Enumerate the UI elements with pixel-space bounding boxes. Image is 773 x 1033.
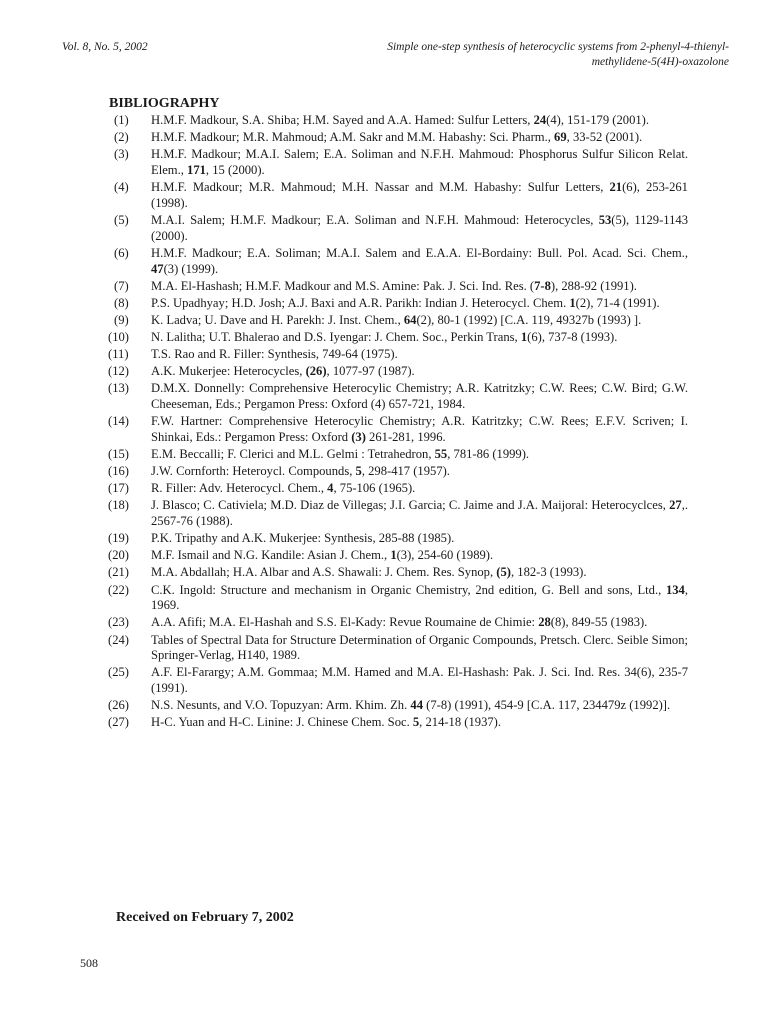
reference-text-tail: ,. 2567-76 (1988). bbox=[151, 498, 688, 529]
reference-item bbox=[108, 330, 688, 346]
reference-number: (24) bbox=[108, 632, 129, 647]
reference-volume: 171 bbox=[187, 162, 206, 177]
running-title-line-2: methylidene-5(4H)-oxazolone bbox=[591, 56, 729, 68]
reference-number: (27) bbox=[108, 715, 129, 730]
reference-number: (22) bbox=[108, 582, 129, 597]
reference-text-tail: (5), 1129-1143 (2000). bbox=[151, 212, 688, 243]
reference-number: (2) bbox=[114, 130, 129, 145]
reference-text: E.M. Beccalli; F. Clerici and M.L. Gelmi : Tetrahedron, bbox=[151, 447, 435, 462]
reference-number: (12) bbox=[108, 364, 129, 379]
reference-volume: 1 bbox=[569, 295, 576, 310]
reference-text: K. Ladva; U. Dave and H. Parekh: J. Inst. Chem., bbox=[151, 312, 404, 327]
reference-text-tail: , 214-18 (1937). bbox=[419, 715, 502, 730]
reference-text-tail: (8), 849-55 (1983). bbox=[550, 615, 648, 630]
reference-volume: 44 bbox=[410, 698, 423, 713]
reference-number: (3) bbox=[114, 147, 129, 162]
reference-text: F.W. Hartner: Comprehensive Heterocylic Chemistry; A.R. Katritzky; C.W. Rees; E.F.V. Scriven; I. Shinkai, Eds.: Pergamon Press: Oxford bbox=[151, 414, 688, 444]
reference-text-tail: , 1969. bbox=[151, 582, 688, 613]
reference-text-tail: (2), 71-4 (1991). bbox=[575, 295, 660, 310]
reference-text: P.S. Upadhyay; H.D. Josh; A.J. Baxi and A.R. Parikh: Indian J. Heterocycl. Chem. bbox=[151, 295, 570, 310]
reference-number: (26) bbox=[108, 698, 129, 713]
reference-text: H.M.F. Madkour; M.R. Mahmoud; A.M. Sakr and M.M. Habashy: Sci. Pharm., bbox=[151, 130, 555, 145]
reference-text-tail: (3) (1999). bbox=[163, 261, 219, 276]
reference-item bbox=[114, 130, 688, 146]
bibliography-heading: BIBLIOGRAPHY bbox=[109, 96, 220, 111]
reference-text: H-C. Yuan and H-C. Linine: J. Chinese Chem. Soc. bbox=[151, 715, 413, 730]
received-date: Received on February 7, 2002 bbox=[116, 910, 294, 925]
reference-number: (23) bbox=[108, 615, 129, 630]
reference-item bbox=[114, 147, 688, 179]
reference-text: R. Filler: Adv. Heterocycl. Chem., bbox=[151, 481, 328, 496]
reference-volume: 5 bbox=[412, 715, 420, 730]
reference-number: (11) bbox=[108, 347, 129, 362]
reference-item bbox=[114, 296, 688, 312]
reference-list bbox=[108, 113, 688, 731]
reference-number: (18) bbox=[108, 498, 129, 513]
reference-volume: 64 bbox=[403, 312, 417, 327]
running-title-line-1: Simple one-step synthesis of heterocyclic systems from 2-phenyl-4-thienyl- bbox=[387, 41, 729, 53]
reference-volume: 69 bbox=[554, 130, 567, 145]
reference-item bbox=[108, 565, 688, 581]
reference-number: (6) bbox=[114, 245, 129, 260]
reference-text-tail: ), 288-92 (1991). bbox=[550, 278, 637, 293]
reference-text: N.S. Nesunts, and V.O. Topuzyan: Arm. Khim. Zh. bbox=[151, 698, 411, 713]
reference-number: (19) bbox=[108, 531, 129, 546]
reference-item bbox=[108, 347, 688, 363]
reference-text: A.A. Afifi; M.A. El-Hashah and S.S. El-Kady: Revue Roumaine de Chimie: bbox=[151, 615, 539, 630]
reference-item bbox=[108, 698, 688, 714]
reference-item bbox=[108, 414, 688, 446]
reference-item bbox=[108, 531, 688, 547]
reference-text: H.M.F. Madkour; E.A. Soliman; M.A.I. Salem and E.A.A. El-Bordainy: Bull. Pol. Acad. Sci. Chem., bbox=[151, 245, 688, 260]
reference-item bbox=[108, 447, 688, 463]
reference-text-tail: (4), 151-179 (2001). bbox=[546, 113, 650, 127]
reference-volume: 47 bbox=[151, 261, 164, 276]
reference-number: (7) bbox=[114, 278, 129, 293]
reference-volume: 55 bbox=[434, 447, 448, 462]
reference-volume: 4 bbox=[327, 481, 334, 496]
reference-number: (14) bbox=[108, 414, 129, 429]
reference-text-tail: , 781-86 (1999). bbox=[447, 447, 530, 462]
reference-text: M.A. Abdallah; H.A. Albar and A.S. Shawali: J. Chem. Res. Synop, bbox=[151, 565, 497, 580]
reference-item bbox=[114, 180, 688, 212]
reference-item bbox=[108, 715, 688, 731]
reference-item bbox=[108, 481, 688, 497]
reference-volume: 27 bbox=[669, 498, 682, 513]
reference-number: (16) bbox=[108, 464, 129, 479]
reference-number: (15) bbox=[108, 447, 129, 462]
reference-text-tail: (7-8) (1991), 454-9 [C.A. 117, 234479z (1992)]. bbox=[422, 698, 671, 713]
reference-item bbox=[108, 464, 688, 480]
reference-text-tail: (3), 254-60 (1989). bbox=[396, 548, 494, 563]
reference-volume: 53 bbox=[598, 212, 612, 227]
reference-number: (1) bbox=[114, 113, 129, 127]
reference-number: (5) bbox=[114, 212, 129, 227]
reference-text-tail: , 182-3 (1993). bbox=[510, 565, 587, 580]
reference-number: (4) bbox=[114, 180, 129, 195]
reference-text: D.M.X. Donnelly: Comprehensive Heterocylic Chemistry; A.R. Katritzky; C.W. Rees; C.W. Bird; G.W. Cheeseman, Eds.; Pergamon Press: Oxford (4) 657-721, 1984. bbox=[151, 381, 688, 412]
reference-volume: 24 bbox=[533, 113, 547, 127]
reference-item bbox=[114, 213, 688, 245]
bibliography bbox=[108, 95, 688, 733]
reference-text: A.K. Mukerjee: Heterocycles, bbox=[151, 364, 306, 379]
reference-item bbox=[108, 498, 688, 530]
reference-item bbox=[114, 246, 688, 278]
reference-text: N. Lalitha; U.T. Bhalerao and D.S. Iyengar: J. Chem. Soc., Perkin Trans, bbox=[151, 330, 521, 345]
reference-text-tail: (6), 737-8 (1993). bbox=[527, 330, 618, 345]
reference-text: C.K. Ingold: Structure and mechanism in Organic Chemistry, 2nd edition, G. Bell and sons, Ltd., bbox=[151, 582, 666, 597]
reference-item bbox=[108, 632, 688, 665]
reference-text: A.F. El-Farargy; A.M. Gommaa; M.M. Hamed and M.A. El-Hashash: Pak. J. Sci. Ind. Res. 34(6), 235-7 (1991). bbox=[151, 665, 688, 696]
reference-text: H.M.F. Madkour; M.R. Mahmoud; M.H. Nassar and M.M. Habashy: Sulfur Letters, bbox=[151, 180, 610, 195]
reference-item bbox=[108, 615, 688, 631]
reference-text: M.A.I. Salem; H.M.F. Madkour; E.A. Soliman and N.F.H. Mahmoud: Heterocycles, bbox=[151, 212, 599, 227]
reference-text-tail: , 33-52 (2001). bbox=[566, 130, 643, 145]
reference-text: J. Blasco; C. Cativiela; M.D. Diaz de Villegas; J.I. Garcia; C. Jaime and J.A. Maijoral: Heterocyclces, bbox=[151, 498, 670, 513]
reference-volume: 5 bbox=[355, 464, 362, 479]
reference-text: J.W. Cornforth: Heteroycl. Compounds, bbox=[151, 464, 356, 479]
reference-text-tail: 261-281, 1996. bbox=[365, 430, 446, 444]
reference-text: H.M.F. Madkour; M.A.I. Salem; E.A. Soliman and N.F.H. Mahmoud: Phosphorus Sulfur Silicon Relat. Elem., bbox=[151, 147, 688, 177]
reference-text: Tables of Spectral Data for Structure Determination of Organic Compounds, Pretsch. Clerc. Seible Simon; Springer-Verlag, H140, 1989. bbox=[151, 632, 688, 663]
reference-volume: (5) bbox=[496, 565, 511, 580]
reference-number: (25) bbox=[108, 665, 129, 680]
running-title bbox=[309, 40, 729, 70]
reference-item bbox=[108, 582, 688, 615]
reference-volume: 28 bbox=[538, 615, 551, 630]
reference-number: (13) bbox=[108, 381, 129, 396]
reference-number: (21) bbox=[108, 565, 129, 580]
reference-volume: (3) bbox=[351, 430, 366, 444]
reference-text-tail: (6), 253-261 (1998). bbox=[151, 180, 688, 210]
reference-text-tail: , 298-417 (1957). bbox=[361, 464, 450, 479]
reference-number: (8) bbox=[114, 295, 129, 310]
reference-number: (9) bbox=[114, 312, 129, 327]
reference-text-tail: , 75-106 (1965). bbox=[333, 481, 416, 496]
journal-volume: Vol. 8, No. 5, 2002 bbox=[62, 41, 148, 53]
reference-number: (20) bbox=[108, 548, 129, 563]
reference-text-tail: (2), 80-1 (1992) [C.A. 119, 49327b (1993) ]. bbox=[416, 312, 642, 327]
reference-volume: 134 bbox=[665, 582, 685, 597]
reference-item bbox=[114, 279, 688, 295]
reference-item bbox=[108, 548, 688, 564]
reference-number: (10) bbox=[108, 330, 129, 345]
reference-text: H.M.F. Madkour, S.A. Shiba; H.M. Sayed and A.A. Hamed: Sulfur Letters, bbox=[151, 113, 534, 127]
reference-number: (17) bbox=[108, 481, 129, 496]
reference-text-tail: , 15 (2000). bbox=[205, 162, 265, 177]
reference-item bbox=[108, 364, 688, 380]
reference-volume: 1 bbox=[390, 548, 397, 563]
page-number: 508 bbox=[80, 956, 98, 970]
reference-item bbox=[108, 381, 688, 413]
reference-text-tail: , 1077-97 (1987). bbox=[326, 364, 415, 379]
reference-volume: 7-8 bbox=[534, 278, 551, 293]
running-header bbox=[44, 40, 729, 84]
reference-text: M.A. El-Hashash; H.M.F. Madkour and M.S. Amine: Pak. J. Sci. Ind. Res. ( bbox=[151, 278, 535, 293]
reference-item bbox=[108, 665, 688, 697]
reference-volume: 1 bbox=[520, 330, 528, 345]
reference-volume: 21 bbox=[609, 180, 623, 195]
reference-volume: (26) bbox=[305, 364, 327, 379]
reference-text: T.S. Rao and R. Filler: Synthesis, 749-64 (1975). bbox=[151, 347, 398, 362]
reference-text: M.F. Ismail and N.G. Kandile: Asian J. Chem., bbox=[151, 548, 391, 563]
reference-text: P.K. Tripathy and A.K. Mukerjee: Synthesis, 285-88 (1985). bbox=[151, 531, 455, 546]
reference-item bbox=[114, 113, 688, 129]
reference-item bbox=[114, 313, 688, 329]
